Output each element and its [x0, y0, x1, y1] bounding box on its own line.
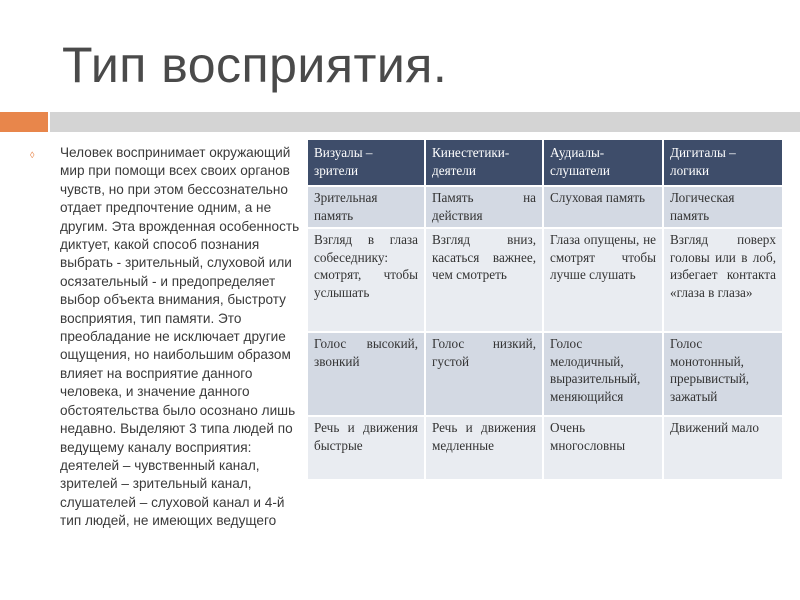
table-cell: Движений мало — [663, 416, 783, 480]
table-row — [307, 186, 783, 228]
table-cell: Глаза опущены, не смотрят чтобы лучше слушать — [543, 228, 663, 332]
table-cell: Взгляд поверх головы или в лоб, избегает контакта «глаза в глаза» — [663, 228, 783, 332]
header-kinesthetics: Кинестетики-деятели — [425, 139, 543, 186]
divider-bar — [50, 112, 800, 132]
header-audials: Аудиалы-слушатели — [543, 139, 663, 186]
accent-bar — [0, 112, 48, 132]
table-cell: Взгляд вниз, касаться важнее, чем смотреть — [425, 228, 543, 332]
slide-title: Тип восприятия. — [62, 37, 448, 93]
table-cell: Голос высокий, звонкий — [307, 332, 425, 416]
table-cell: Взгляд в глаза собеседнику: смотрят, чтобы услышать — [307, 228, 425, 332]
table-cell: Речь и движения медленные — [425, 416, 543, 480]
table-cell: Голос монотонный, прерывистый, зажатый — [663, 332, 783, 416]
header-digitals: Дигиталы – логики — [663, 139, 783, 186]
table-cell: Голос низкий, густой — [425, 332, 543, 416]
header-visuals: Визуалы – зрители — [307, 139, 425, 186]
table-cell: Голос мелодичный, выразительный, меняющийся — [543, 332, 663, 416]
bullet-marker-icon: ◊ — [30, 150, 35, 160]
table-cell: Речь и движения быстрые — [307, 416, 425, 480]
table-cell: Слуховая память — [543, 186, 663, 228]
table-row — [307, 228, 783, 332]
body-paragraph: Человек воспринимает окружающий мир при помощи всех своих органов чувств, но при этом бессознательно отдает предпочтение одним, а не другим. Эта врожденная особенность диктует, какой способ познания выбрать - зрительный, слуховой или осязательный - и предопределяет выбор объекта внимания, быстроту восприятия, тип памяти. Это преобладание не исключает другие ощущения, но наибольшим образом влияет на восприятие данного человека, и значение данного обстоятельства было осознано лишь недавно. Выделяют 3 типа людей по ведущему каналу восприятия: деятелей – чувственный канал, зрителей – зрительный канал, слушателей – слуховой канал и 4-й тип людей, не имеющих ведущего — [60, 145, 300, 529]
table-row — [307, 416, 783, 480]
table-cell: Очень многословны — [543, 416, 663, 480]
table-row — [307, 332, 783, 416]
table-cell: Зрительная память — [307, 186, 425, 228]
table-cell: Логическая память — [663, 186, 783, 228]
perception-types-table — [306, 138, 784, 481]
table-cell: Память на действия — [425, 186, 543, 228]
table-header-row — [307, 139, 783, 186]
